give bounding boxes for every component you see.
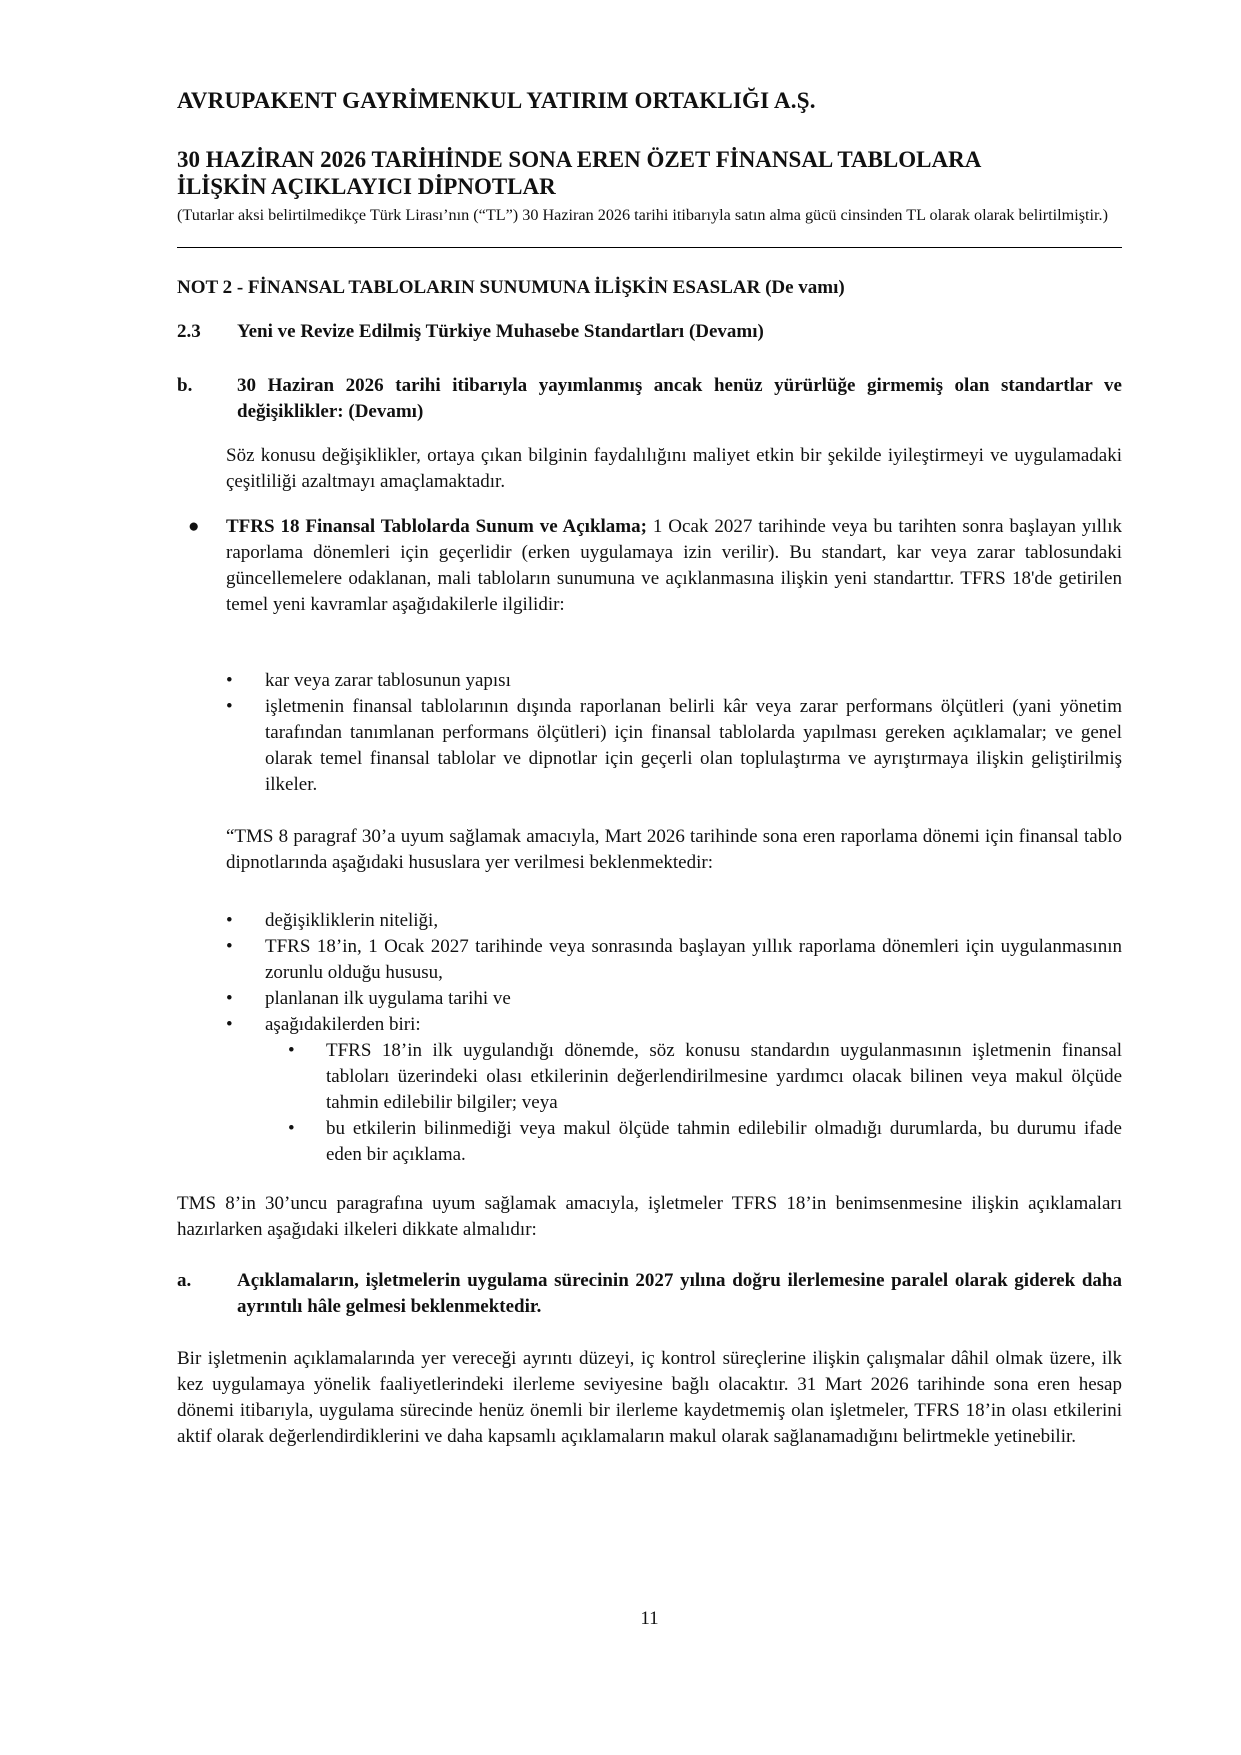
subsection-b-label: b. xyxy=(177,375,193,396)
tfrs18-bullet xyxy=(177,514,1122,618)
list-item xyxy=(226,986,1122,1012)
list-item xyxy=(226,668,1122,694)
bullet-icon: • xyxy=(288,1118,295,1139)
paragraph-detail-level: Bir işletmenin açıklamalarında yer vereceği ayrıntı düzeyi, iç kontrol süreçlerine ilişkin çalışmalar dâhil olmak üzere, ilk kez uygulamaya yönelik faaliyetlerindeki ilerleme seviyesine bağlı olacaktır. 31 Mart 2026 tarihinde sona eren hesap dönemi itibarıyla, uygulama sürecinde henüz önemli bir ilerleme kaydetmemiş olan işletmeler, TFRS 18’in olası etkilerini aktif olarak değerlendirdiklerini ve daha kapsamlı açıklamaların makul olarak sağlanamadığını belirtmekle yetinebilir. xyxy=(177,1348,1122,1447)
bullet-icon: • xyxy=(226,936,233,957)
list-item xyxy=(226,908,1122,934)
bullet-icon: • xyxy=(226,988,233,1009)
principle-a-heading xyxy=(177,1268,1122,1320)
bullet-icon: • xyxy=(226,696,233,717)
paragraph-principles: TMS 8’in 30’uncu paragrafına uyum sağlamak amacıyla, işletmeler TFRS 18’in benimsenmesine ilişkin açıklamaları hazırlarken aşağıdaki ilkeleri dikkate almalıdır: xyxy=(177,1193,1122,1240)
title-line-1: 30 HAZİRAN 2026 TARİHİNDE SONA EREN ÖZET FİNANSAL TABLOLARA xyxy=(177,147,982,172)
bullet-icon: ● xyxy=(188,516,200,537)
nested-list-item xyxy=(226,1116,1122,1168)
disclosure-list xyxy=(226,908,1122,1168)
page-number: 11 xyxy=(640,1608,659,1629)
list-item-text: bu etkilerin bilinmediği veya makul ölçüde tahmin edilebilir olmadığı durumlarda, bu durumu ifade eden bir açıklama. xyxy=(326,1118,1122,1165)
subsection-b-heading xyxy=(177,373,1122,425)
nested-list-item xyxy=(226,1038,1122,1116)
section-number: 2.3 xyxy=(177,321,201,342)
tfrs18-body: 1 Ocak 2027 tarihinde veya bu tarihten sonra başlayan yıllık raporlama dönemleri için geçerlidir (erken uygulamaya izin verilir). Bu standart, kar veya zarar tablosundaki güncellemelere odaklanan, mali tabloların sunumuna ve açıklanmasına ilişkin yeni standarttır. TFRS 18'de getirilen temel yeni kavramlar aşağıdakilerle ilgilidir: xyxy=(226,516,1122,615)
document-title xyxy=(177,146,981,200)
list-item-text: planlanan ilk uygulama tarihi ve xyxy=(265,988,511,1009)
list-item-text: TFRS 18’in ilk uygulandığı dönemde, söz konusu standardın uygulanmasının işletmenin finansal tabloları üzerindeki olası etkilerinin değerlendirilmesine yardımcı olacak bilinen veya makul ölçüde tahmin edilebilir bilgiler; veya xyxy=(326,1040,1122,1113)
list-item xyxy=(226,694,1122,798)
section-heading xyxy=(177,321,764,343)
list-item-text: TFRS 18’in, 1 Ocak 2027 tarihinde veya sonrasında başlayan yıllık raporlama dönemleri için uygulanmasının zorunlu olduğu hususu, xyxy=(265,936,1122,983)
header-divider xyxy=(177,247,1122,248)
list-item-text: değişikliklerin niteliği, xyxy=(265,910,439,931)
paragraph-intro: Söz konusu değişiklikler, ortaya çıkan bilginin faydalılığını maliyet etkin bir şekilde iyileştirmeyi ve uygulamadaki çeşitliliği azaltmayı amaçlamaktadır. xyxy=(226,445,1122,492)
principle-a-text: Açıklamaların, işletmelerin uygulama sürecinin 2027 yılına doğru ilerlemesine paralel olarak giderek daha ayrıntılı hâle gelmesi beklenmektedir. xyxy=(237,1270,1122,1317)
note-heading: NOT 2 - FİNANSAL TABLOLARIN SUNUMUNA İLİŞKİN ESASLAR (De vamı) xyxy=(177,277,845,298)
list-item-text: işletmenin finansal tablolarının dışında raporlanan belirli kâr veya zarar performans ölçütleri (yani yönetim tarafından tanımlanan performans ölçütleri) için finansal tablolarda yapılması gereken açıklamalar; ve genel olarak temel finansal tablolar ve dipnotlar için geçerli olan toplulaştırma ve ayrıştırmaya ilişkin geliştirilmiş ilkeler. xyxy=(265,696,1122,795)
list-item-text: aşağıdakilerden biri: xyxy=(265,1014,421,1035)
concepts-list xyxy=(226,668,1122,798)
tfrs18-bold-title: TFRS 18 Finansal Tablolarda Sunum ve Açıklama; xyxy=(226,516,647,537)
bullet-icon: • xyxy=(226,670,233,691)
tms8-quote: “TMS 8 paragraf 30’a uyum sağlamak amacıyla, Mart 2026 tarihinde sona eren raporlama dönemi için finansal tablo dipnotlarında aşağıdaki hususlara yer verilmesi beklenmektedir: xyxy=(226,826,1122,873)
section-title: Yeni ve Revize Edilmiş Türkiye Muhasebe Standartları (Devamı) xyxy=(237,321,764,342)
currency-note: (Tutarlar aksi belirtilmedikçe Türk Lirası’nın (“TL”) 30 Haziran 2026 tarihi itibarıyla satın alma gücü cinsinden TL olarak olarak belirtilmiştir.) xyxy=(177,206,1108,224)
bullet-icon: • xyxy=(226,910,233,931)
list-item-text: kar veya zarar tablosunun yapısı xyxy=(265,670,511,691)
title-line-2: İLİŞKİN AÇIKLAYICI DİPNOTLAR xyxy=(177,174,556,199)
bullet-icon: • xyxy=(226,1014,233,1035)
nested-list xyxy=(226,1038,1122,1168)
list-item xyxy=(226,934,1122,986)
bullet-icon: • xyxy=(288,1040,295,1061)
list-item xyxy=(226,1012,1122,1038)
tfrs18-text xyxy=(226,514,1122,618)
principle-a-label: a. xyxy=(177,1270,192,1291)
company-name: AVRUPAKENT GAYRİMENKUL YATIRIM ORTAKLIĞI A.Ş. xyxy=(177,88,816,113)
subsection-b-text: 30 Haziran 2026 tarihi itibarıyla yayımlanmış ancak henüz yürürlüğe girmemiş olan standartlar ve değişiklikler: (Devamı) xyxy=(237,375,1122,422)
